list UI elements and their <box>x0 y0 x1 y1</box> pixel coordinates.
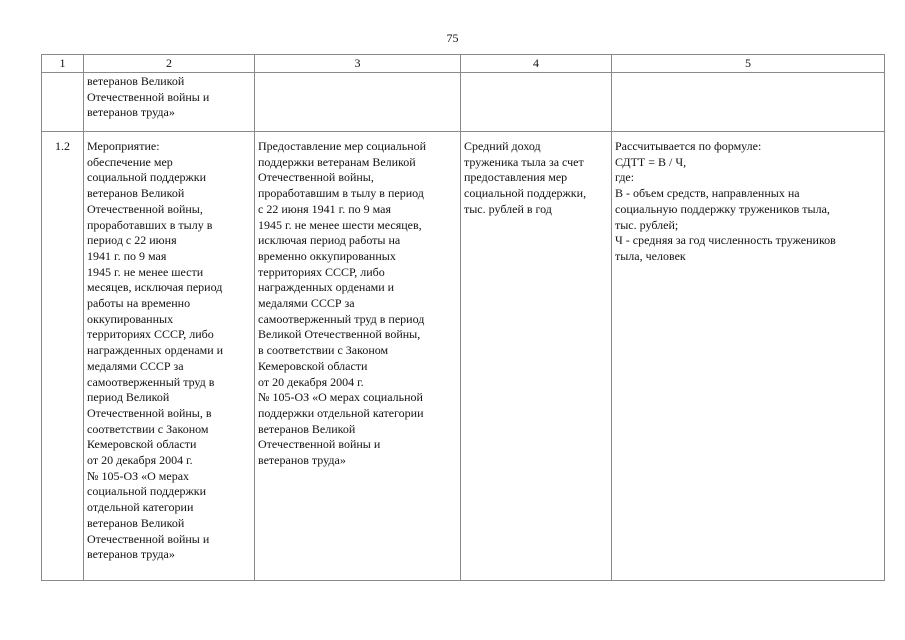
calculation-method-cell <box>612 73 885 132</box>
table-row <box>42 73 885 132</box>
calculation-method-cell: Рассчитывается по формуле: СДТТ = В / Ч, где: В - объем средств, направленных на социальную поддержку тружеников тыла, тыс. рублей; Ч - средняя за год численность тружеников тыла, человек <box>612 132 885 581</box>
row-number-cell: 1.2 <box>42 132 84 581</box>
row-number-cell <box>42 73 84 132</box>
measure-description-cell: Предоставление мер социальной поддержки ветеранам Великой Отечественной войны, проработавшим в тылу в период с 22 июня 1941 г. по 9 мая 1945 г. не менее шести месяцев, исключая период работы на временно оккупированных территориях СССР, либо награжденных орденами и медалями СССР за самоотверженный труд в период Великой Отечественной войны, в соответствии с Законом Кемеровской области от 20 декабря 2004 г. № 105-ОЗ «О мерах социальной поддержки отдельной категории ветеранов Великой Отечественной войны и ветеранов труда» <box>255 132 461 581</box>
column-number-5: 5 <box>612 55 885 73</box>
measure-name-cell: Мероприятие: обеспечение мер социальной поддержки ветеранов Великой Отечественной войны, проработавших в тылу в период с 22 июня 1941 г. по 9 мая 1945 г. не менее шести месяцев, исключая период работы на временно оккупированных территориях СССР, либо награжденных орденами и медалями СССР за самоотверженный труд в период Великой Отечественной войны, в соответствии с Законом Кемеровской области от 20 декабря 2004 г. № 105-ОЗ «О мерах социальной поддержки отдельной категории ветеранов Великой Отечественной войны и ветеранов труда» <box>84 132 255 581</box>
table-row <box>42 132 885 581</box>
table-header-row <box>42 55 885 73</box>
indicator-name-cell <box>461 73 612 132</box>
measure-name-cell: ветеранов Великой Отечественной войны и ветеранов труда» <box>84 73 255 132</box>
indicator-name-cell: Средний доход труженика тыла за счет предоставления мер социальной поддержки, тыс. рублей в год <box>461 132 612 581</box>
column-number-1: 1 <box>42 55 84 73</box>
column-number-4: 4 <box>461 55 612 73</box>
column-number-3: 3 <box>255 55 461 73</box>
page-number: 75 <box>446 31 459 45</box>
column-number-2: 2 <box>84 55 255 73</box>
indicator-table <box>41 54 885 581</box>
measure-description-cell <box>255 73 461 132</box>
